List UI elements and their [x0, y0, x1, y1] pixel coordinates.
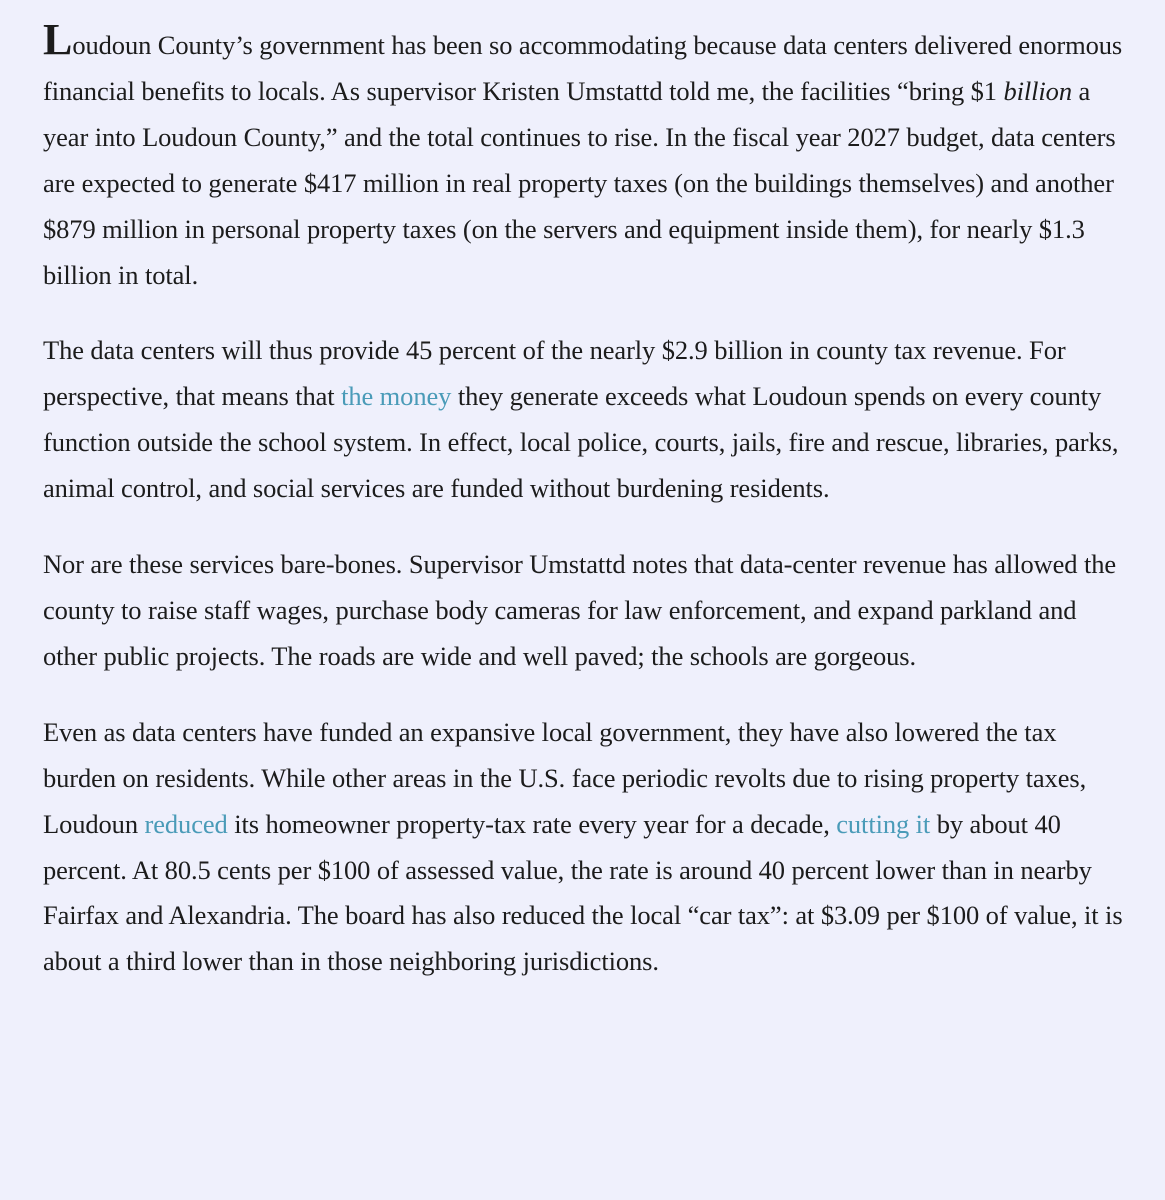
paragraph-3: Nor are these services bare-bones. Supervisor Umstattd notes that data-center revenue has allowed the county to raise staff wages, purchase body cameras for law enforcement, and expand parkland and other public projects. The roads are wide and well paved; the schools are gorgeous.	[43, 549, 1117, 671]
emphasis-billion: billion	[1003, 75, 1072, 106]
paragraph-4-text-c: by about 40 percent. At 80.5 cents per $100 of assessed value, the rate is around 40 percent lower than in nearby Fairfax and Alexandria. The board has also reduced the local “car tax”: at $3.09 per $100 of value, it is about a third lower than in those neighboring jurisdictions.	[43, 808, 1123, 977]
paragraph-1-text-b: a year into Loudoun County,” and the total continues to rise. In the fiscal year 2027 budget, data centers are expected to generate $417 million in real property taxes (on the buildings themselves) and another $879 million in personal property taxes (on the servers and equipment inside them), for nearly $1.3 billion in total.	[43, 75, 1116, 290]
link-reduced[interactable]: reduced	[144, 808, 228, 839]
paragraph-4-text-a: Even as data centers have funded an expansive local government, they have also lowered the tax burden on residents. While other areas in the U.S. face periodic revolts due to rising property taxes, Loudoun	[43, 716, 1087, 839]
paragraph-4-text-b: its homeowner property-tax rate every year for a decade,	[227, 808, 837, 839]
paragraph-1-text-a: oudoun County’s government has been so accommodating because data centers delivered enormous financial benefits to locals. As supervisor Kristen Umstattd told me, the facilities “bring $1	[43, 30, 1123, 106]
paragraph-2-text-b: they generate exceeds what Loudoun spends on every county function outside the school system. In effect, local police, courts, jails, fire and rescue, libraries, parks, animal control, and social services are funded without burdening residents.	[43, 381, 1119, 504]
drop-cap: L	[43, 15, 73, 64]
link-the-money[interactable]: the money	[341, 381, 452, 412]
paragraph-2-text-a: The data centers will thus provide 45 percent of the nearly $2.9 billion in county tax revenue. For perspective, that means that	[43, 335, 1066, 412]
paragraph-1	[43, 15, 1125, 298]
paragraph-2	[43, 328, 1125, 512]
link-cutting-it[interactable]: cutting it	[836, 808, 931, 839]
paragraph-4	[43, 710, 1125, 985]
